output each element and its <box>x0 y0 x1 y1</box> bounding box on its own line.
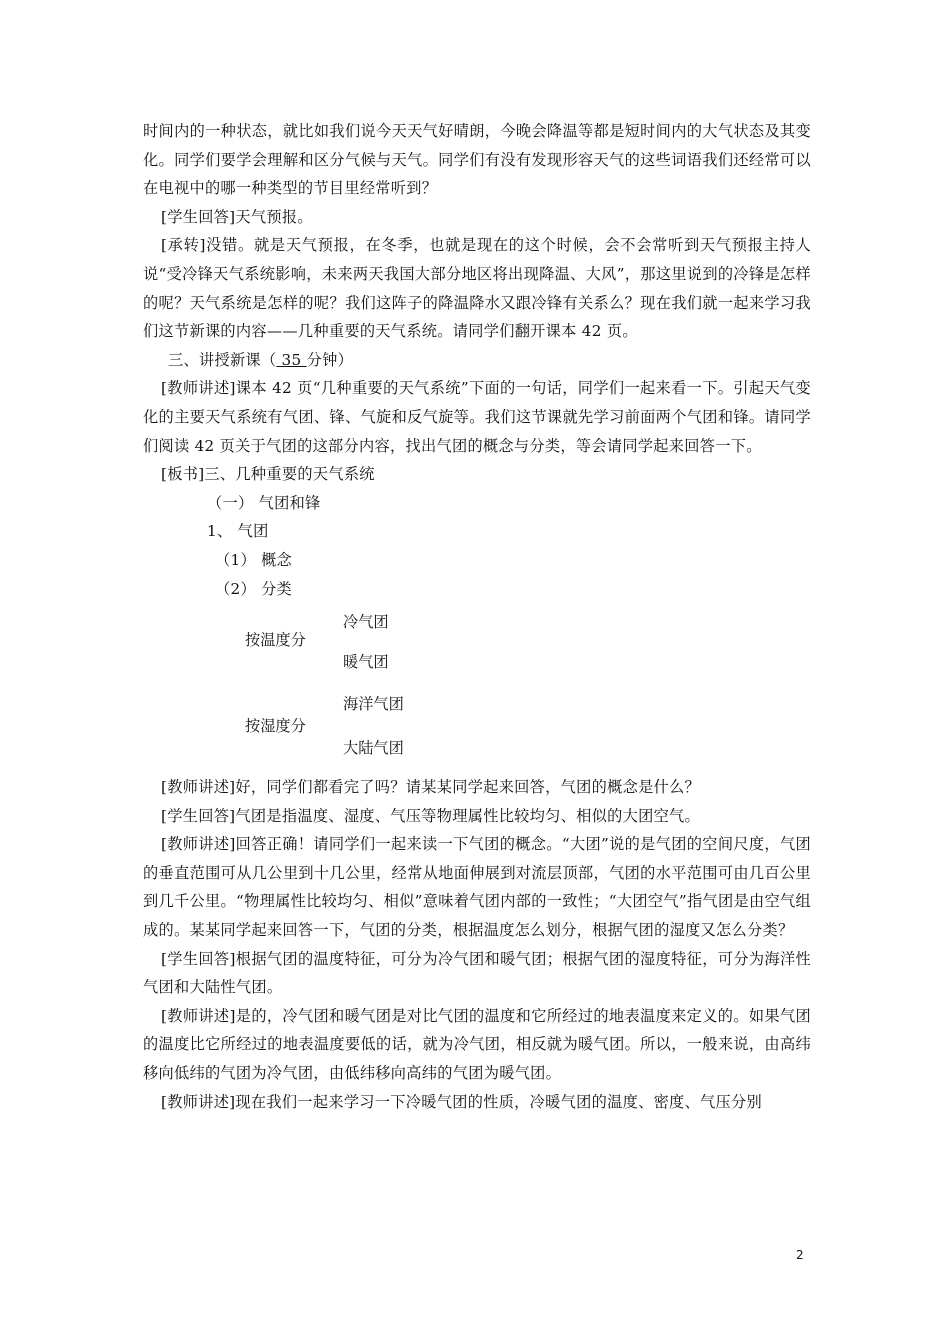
paragraph-teacher-5: [教师讲述]现在我们一起来学习一下冷暖气团的性质，冷暖气团的温度、密度、气压分别 <box>161 1092 762 1111</box>
outline-item-1: （一） 气团和锋 <box>207 493 321 512</box>
cold-air-mass: 冷气团 <box>343 613 389 632</box>
paragraph-student-answer: [学生回答]天气预报。 <box>161 207 313 226</box>
paragraph-teacher-3: [教师讲述]回答正确！请同学们一起来读一下气团的概念。“大团”说的是气团的空间尺度，气团的垂直范围可从几公里到十几公里，经常从地面伸展到对流层顶部，气团的水平范围可由几百公里到几千公里。“物理属性比较均匀、相似”意味着气团内部的一致性；“大团空气”指气团是由空气组成的。某某同学起来回答一下，气团的分类，根据温度怎么划分，根据气团的湿度又怎么分类？ <box>143 835 811 940</box>
by-humidity-label: 按湿度分 <box>245 717 306 736</box>
section-minutes: 35 <box>276 350 307 369</box>
paragraph-teacher-1: [教师讲述]课本 42 页“几种重要的天气系统”下面的一句话，同学们一起来看一下。引起天气变化的主要天气系统有气团、锋、气旋和反气旋等。我们这节课就先学习前面两个气团和锋。请同学们阅读 42 页关于气团的这部分内容，找出气团的概念与分类，等会请同学起来回答一下。 <box>143 379 811 455</box>
paragraph-student-answer-2: [学生回答]气团是指温度、湿度、气压等物理属性比较均匀、相似的大团空气。 <box>161 806 701 825</box>
paragraph-teacher-2: [教师讲述]好，同学们都看完了吗？请某某同学起来回答，气团的概念是什么？ <box>161 778 701 797</box>
section-heading <box>143 346 811 375</box>
outline-item-3: （1） 概念 <box>215 550 293 569</box>
paragraph-student-answer-3: [学生回答]根据气团的温度特征，可分为冷气团和暖气团；根据气团的湿度特征，可分为海洋性气团和大陆性气团。 <box>143 949 811 997</box>
warm-air-mass: 暖气团 <box>343 653 389 672</box>
classification-diagram <box>143 603 811 773</box>
section-suffix: 分钟） <box>306 350 354 369</box>
document-page <box>143 117 811 1116</box>
ocean-air-mass: 海洋气团 <box>343 695 404 714</box>
outline-item-4: （2） 分类 <box>215 579 293 598</box>
page-number: 2 <box>796 1248 804 1262</box>
paragraph-teacher-4: [教师讲述]是的，冷气团和暖气团是对比气团的温度和它所经过的地表温度来定义的。如果气团的温度比它所经过的地表温度要低的话，就为冷气团，相反就为暖气团。所以，一般来说，由高纬移向低纬的气团为冷气团，由低纬移向高纬的气团为暖气团。 <box>143 1006 811 1083</box>
continent-air-mass: 大陆气团 <box>343 739 404 758</box>
outline-item-2: 1、 气团 <box>207 522 269 541</box>
paragraph-transition: [承转]没错。就是天气预报，在冬季，也就是现在的这个时候，会不会常听到天气预报主持人说“受冷锋天气系统影响，未来两天我国大部分地区将出现降温、大风”，那这里说到的冷锋是怎样的呢？天气系统是怎样的呢？我们这阵子的降温降水又跟冷锋有关系么？现在我们就一起来学习我们这节新课的内容——几种重要的天气系统。请同学们翻开课本 42 页。 <box>143 236 811 341</box>
section-prefix: 三、讲授新课（ <box>168 350 277 369</box>
by-temperature-label: 按温度分 <box>245 631 306 650</box>
paragraph-intro: 时间内的一种状态，就比如我们说今天天气好晴朗，今晚会降温等都是短时间内的大气状态及其变化。同学们要学会理解和区分气候与天气。同学们有没有发现形容天气的这些词语我们还经常可以在电视中的哪一种类型的节目里经常听到？ <box>143 122 811 198</box>
blackboard-title: [板书]三、几种重要的天气系统 <box>161 465 375 484</box>
